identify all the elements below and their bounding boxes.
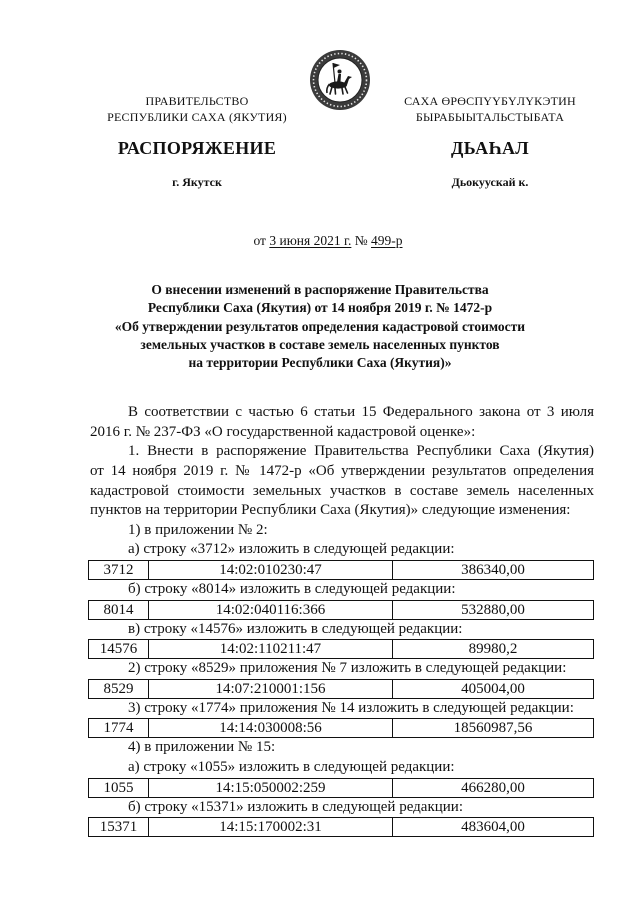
date-number-line xyxy=(160,232,496,250)
table-row xyxy=(88,718,594,738)
order-body xyxy=(90,403,594,837)
document-type-ru: РАСПОРЯЖЕНИЕ xyxy=(117,138,277,158)
cadastral-number-cell: 14:02:040116:366 xyxy=(148,601,392,619)
cadastral-value-cell: 405004,00 xyxy=(392,680,593,698)
government-name-sakha xyxy=(380,93,600,125)
row-number-cell: 15371 xyxy=(99,819,138,836)
date-prefix: от xyxy=(253,233,266,248)
clause-1-line: 1. Внести в распоряжение Правительства Республики Саха (Якутия) xyxy=(128,443,594,460)
government-name-ru-line: РЕСПУБЛИКИ САХА (ЯКУТИЯ) xyxy=(107,110,287,124)
cadastral-value-cell: 18560987,56 xyxy=(392,719,593,737)
row-number-cell: 8014 xyxy=(103,601,134,618)
title-line: на территории Республики Саха (Якутия)» xyxy=(188,355,452,371)
city-sakha: Дьокуускай к. xyxy=(451,175,529,189)
city-ru: г. Якутск xyxy=(172,175,222,189)
table-row xyxy=(88,778,594,798)
cadastral-number-cell: 14:02:110211:47 xyxy=(148,640,392,658)
government-name-sakha-line: БЫРАБЫЫТАЛЬСТЫБАТА xyxy=(415,110,565,124)
preamble-line: 2016 г. № 237-ФЗ «О государственной кадастровой оценке»: xyxy=(90,423,476,440)
cadastral-value-cell: 386340,00 xyxy=(392,561,593,579)
cadastral-number-cell: 14:15:050002:259 xyxy=(148,779,392,797)
title-line: Республики Саха (Якутия) от 14 ноября 2019 г. № 1472-р xyxy=(147,300,493,316)
clause-1-line: кадастровой стоимости земельных участков в составе земель населенных xyxy=(90,482,594,499)
title-line: «Об утверждении результатов определения кадастровой стоимости xyxy=(114,318,526,334)
row-number-cell: 1055 xyxy=(103,779,134,796)
title-line: земельных участков в составе земель населенных пунктов xyxy=(140,336,500,352)
government-name-ru xyxy=(87,93,307,125)
table-row xyxy=(88,817,594,837)
clause-1-line: пунктов на территории Республики Саха (Якутия)» следующие изменения: xyxy=(90,502,571,519)
amendment-instruction: 3) строку «1774» приложения № 14 изложить в следующей редакции: xyxy=(128,699,574,716)
amendment-heading: 1) в приложении № 2: xyxy=(128,521,268,538)
cadastral-value-cell: 532880,00 xyxy=(392,601,593,619)
title-line: О внесении изменений в распоряжение Правительства xyxy=(151,282,489,297)
preamble-line: В соответствии с частью 6 статьи 15 Федерального закона от 3 июля xyxy=(128,404,594,421)
amendment-instruction: а) строку «1055» изложить в следующей редакции: xyxy=(128,758,455,775)
cadastral-value-cell: 89980,2 xyxy=(392,640,593,658)
government-name-sakha-line: САХА ӨРӨСПҮҮБҮЛҮКЭТИН xyxy=(404,94,576,108)
clause-1-line: от 14 ноября 2019 г. № 1472-р «Об утверждении результатов определения xyxy=(90,462,594,479)
amendment-instruction: б) строку «8014» изложить в следующей редакции: xyxy=(128,580,456,597)
amendment-instruction: а) строку «3712» изложить в следующей редакции: xyxy=(128,541,455,558)
order-number: 499-р xyxy=(371,233,403,248)
cadastral-value-cell: 466280,00 xyxy=(392,779,593,797)
document-type-sakha: ДЬАҺАЛ xyxy=(451,138,529,158)
cadastral-number-cell: 14:02:010230:47 xyxy=(148,561,392,579)
table-row xyxy=(88,600,594,620)
number-sign: № xyxy=(354,233,368,248)
row-number-cell: 8529 xyxy=(103,680,134,697)
amendment-heading: 4) в приложении № 15: xyxy=(128,739,276,756)
table-row xyxy=(88,560,594,580)
cadastral-value-cell: 483604,00 xyxy=(392,818,593,836)
government-name-ru-line: ПРАВИТЕЛЬСТВО xyxy=(145,94,249,108)
coat-of-arms-icon xyxy=(308,48,372,112)
cadastral-number-cell: 14:14:030008:56 xyxy=(148,719,392,737)
amendment-instruction: 2) строку «8529» приложения № 7 изложить в следующей редакции: xyxy=(128,660,567,677)
row-number-cell: 1774 xyxy=(103,720,134,737)
document-title xyxy=(40,281,600,372)
table-row xyxy=(88,639,594,659)
row-number-cell: 14576 xyxy=(99,641,138,658)
table-row xyxy=(88,679,594,699)
row-number-cell: 3712 xyxy=(103,561,134,578)
order-date: 3 июня 2021 г. xyxy=(269,233,352,248)
amendment-instruction: б) строку «15371» изложить в следующей редакции: xyxy=(128,798,463,815)
amendment-instruction: в) строку «14576» изложить в следующей редакции: xyxy=(128,620,463,637)
cadastral-number-cell: 14:15:170002:31 xyxy=(148,818,392,836)
cadastral-number-cell: 14:07:210001:156 xyxy=(148,680,392,698)
